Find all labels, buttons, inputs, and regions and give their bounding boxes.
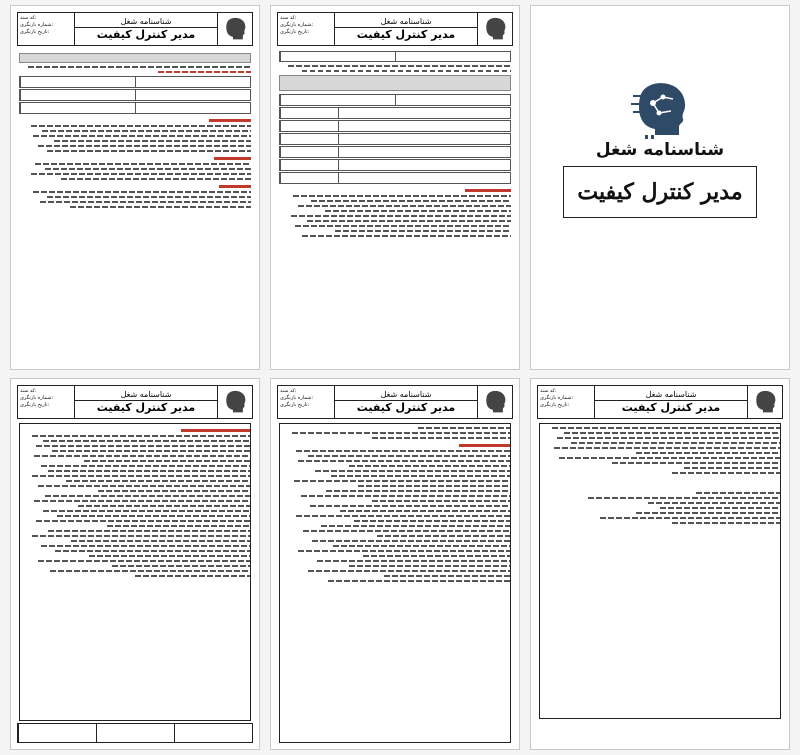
page-body bbox=[19, 50, 251, 363]
page-header bbox=[17, 12, 253, 46]
profile-tech-logo-icon bbox=[478, 386, 512, 418]
page-header bbox=[17, 385, 253, 419]
header-title: مدیر کنترل کیفیت bbox=[75, 400, 217, 414]
header-label: شناسنامه شغل bbox=[120, 390, 172, 399]
header-meta: کد سند: شماره بازنگری: تاریخ بازنگری: bbox=[538, 386, 595, 418]
page-cover bbox=[530, 5, 790, 370]
header-title: مدیر کنترل کیفیت bbox=[335, 400, 477, 414]
page-6 bbox=[10, 378, 260, 750]
header-label: شناسنامه شغل bbox=[120, 17, 172, 26]
header-label: شناسنامه شغل bbox=[380, 390, 432, 399]
header-label: شناسنامه شغل bbox=[380, 17, 432, 26]
section-bar bbox=[19, 53, 251, 63]
header-title: مدیر کنترل کیفیت bbox=[595, 400, 747, 414]
page-4 bbox=[530, 378, 790, 750]
header-titlebox bbox=[335, 386, 478, 418]
profile-tech-logo-icon bbox=[748, 386, 782, 418]
header-meta: کد سند: شماره بازنگری: تاریخ بازنگری: bbox=[278, 13, 335, 45]
cover-title: مدیر کنترل کیفیت bbox=[563, 166, 757, 218]
page-body bbox=[19, 423, 251, 721]
header-meta: کد سند: شماره بازنگری: تاریخ بازنگری: bbox=[18, 13, 75, 45]
page-header bbox=[277, 385, 513, 419]
page-body bbox=[539, 423, 781, 719]
page-body bbox=[279, 423, 511, 743]
header-title: مدیر کنترل کیفیت bbox=[75, 27, 217, 41]
header-meta: کد سند: شماره بازنگری: تاریخ بازنگری: bbox=[278, 386, 335, 418]
page-header bbox=[277, 12, 513, 46]
section-bar bbox=[279, 75, 511, 91]
header-titlebox bbox=[595, 386, 748, 418]
page-footer bbox=[17, 723, 253, 743]
header-titlebox bbox=[335, 13, 478, 45]
header-titlebox bbox=[75, 386, 218, 418]
table-row bbox=[279, 51, 511, 62]
header-label: شناسنامه شغل bbox=[645, 390, 697, 399]
header-title: مدیر کنترل کیفیت bbox=[335, 27, 477, 41]
page-5 bbox=[270, 378, 520, 750]
profile-tech-logo-icon bbox=[218, 13, 252, 45]
header-titlebox bbox=[75, 13, 218, 45]
header-meta: کد سند: شماره بازنگری: تاریخ بازنگری: bbox=[18, 386, 75, 418]
profile-tech-logo-icon bbox=[218, 386, 252, 418]
profile-tech-logo-icon bbox=[478, 13, 512, 45]
page-2 bbox=[270, 5, 520, 370]
cover-label: شناسنامه شغل bbox=[595, 140, 725, 160]
profile-tech-logo-icon bbox=[629, 81, 691, 143]
page-3 bbox=[10, 5, 260, 370]
page-body bbox=[279, 50, 511, 363]
page-header bbox=[537, 385, 783, 419]
